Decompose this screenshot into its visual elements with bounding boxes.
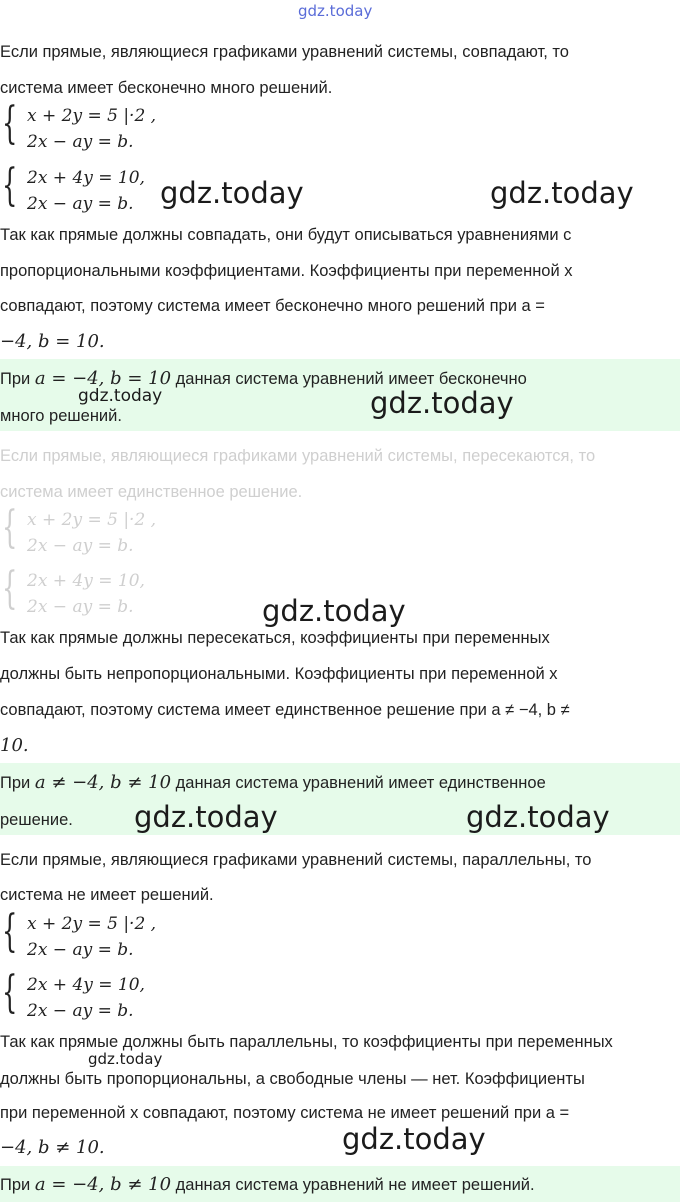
s3-system-1 (2, 906, 222, 964)
answer-math: a = −4, b = 10 (34, 368, 172, 389)
equation: x + 2y = 5 |·2 , (27, 510, 157, 530)
watermark: gdz.today (466, 800, 610, 834)
s2-answer-line1 (0, 772, 546, 793)
s2-system-2 (2, 563, 222, 621)
answer-math: a = −4, b ≠ 10 (34, 1174, 172, 1195)
equation: 2x − ay = b. (27, 194, 134, 214)
s1-body-line4: −4, b = 10. (0, 331, 105, 352)
watermark: gdz.today (262, 594, 406, 628)
equation: 2x + 4y = 10, (27, 571, 145, 591)
brace-icon: { (2, 160, 18, 211)
s2-system-1 (2, 502, 222, 560)
equation: 2x − ay = b. (27, 1001, 134, 1021)
brace-icon: { (2, 502, 18, 553)
s3-body-line3: при переменной x совпадают, поэтому система не имеет решений при a = (0, 1104, 570, 1122)
equation: 2x − ay = b. (27, 940, 134, 960)
s2-body-line1: Так как прямые должны пересекаться, коэффициенты при переменных (0, 629, 550, 647)
s2-answer-line2: решение. (0, 811, 73, 829)
s2-body-line3: совпадают, поэтому система имеет единственное решение при a ≠ −4, b ≠ (0, 701, 570, 719)
watermark: gdz.today (78, 386, 163, 406)
s2-body-line4: 10. (0, 735, 29, 756)
s1-system-1 (2, 98, 222, 156)
answer-prefix: При (0, 1176, 31, 1194)
brace-icon: { (2, 563, 18, 614)
s1-body-line2: пропорциональными коэффициентами. Коэффициенты при переменной x (0, 262, 573, 280)
brace-icon: { (2, 906, 18, 957)
s1-body-line3: совпадают, поэтому система имеет бесконечно много решений при a = (0, 297, 545, 315)
s3-intro-line1: Если прямые, являющиеся графиками уравнений системы, параллельны, то (0, 851, 592, 869)
brace-icon: { (2, 98, 18, 149)
watermark: gdz.today (88, 1050, 163, 1068)
equation: 2x + 4y = 10, (27, 975, 145, 995)
equation: 2x − ay = b. (27, 132, 134, 152)
s3-answer-line1 (0, 1174, 535, 1195)
watermark: gdz.today (490, 176, 634, 210)
answer-prefix: При (0, 370, 31, 388)
equation: x + 2y = 5 |·2 , (27, 106, 157, 126)
s2-body-line2: должны быть непропорциональными. Коэффициенты при переменной x (0, 665, 558, 683)
s3-body-line1: Так как прямые должны быть параллельны, то коэффициенты при переменных (0, 1033, 613, 1051)
equation: 2x − ay = b. (27, 597, 134, 617)
answer-prefix: При (0, 774, 31, 792)
s1-intro-line1: Если прямые, являющиеся графиками уравнений системы, совпадают, то (0, 43, 569, 61)
answer-text: данная система уравнений имеет единственное (175, 774, 546, 792)
s2-intro-line1: Если прямые, являющиеся графиками уравнений системы, пересекаются, то (0, 447, 596, 465)
s2-intro-line2: система имеет единственное решение. (0, 483, 303, 501)
s1-body-line1: Так как прямые должны совпадать, они будут описываться уравнениями с (0, 226, 572, 244)
watermark: gdz.today (370, 386, 514, 420)
s1-intro-line2: система имеет бесконечно много решений. (0, 79, 333, 97)
equation: 2x − ay = b. (27, 536, 134, 556)
watermark: gdz.today (160, 176, 304, 210)
s3-intro-line2: система не имеет решений. (0, 886, 214, 904)
s3-body-line2: должны быть пропорциональны, а свободные члены — нет. Коэффициенты (0, 1070, 585, 1088)
equation: 2x + 4y = 10, (27, 168, 145, 188)
answer-text: данная система уравнений имеет бесконечно (175, 370, 527, 388)
equation: x + 2y = 5 |·2 , (27, 914, 157, 934)
watermark: gdz.today (134, 800, 278, 834)
answer-math: a ≠ −4, b ≠ 10 (34, 772, 172, 793)
watermark: gdz.today (342, 1122, 486, 1156)
s3-system-2 (2, 967, 222, 1025)
s1-answer-line2: много решений. (0, 407, 122, 425)
brace-icon: { (2, 967, 18, 1018)
s3-body-line4: −4, b ≠ 10. (0, 1137, 105, 1158)
watermark-top: gdz.today (298, 2, 373, 20)
answer-text: данная система уравнений не имеет решений. (175, 1176, 535, 1194)
